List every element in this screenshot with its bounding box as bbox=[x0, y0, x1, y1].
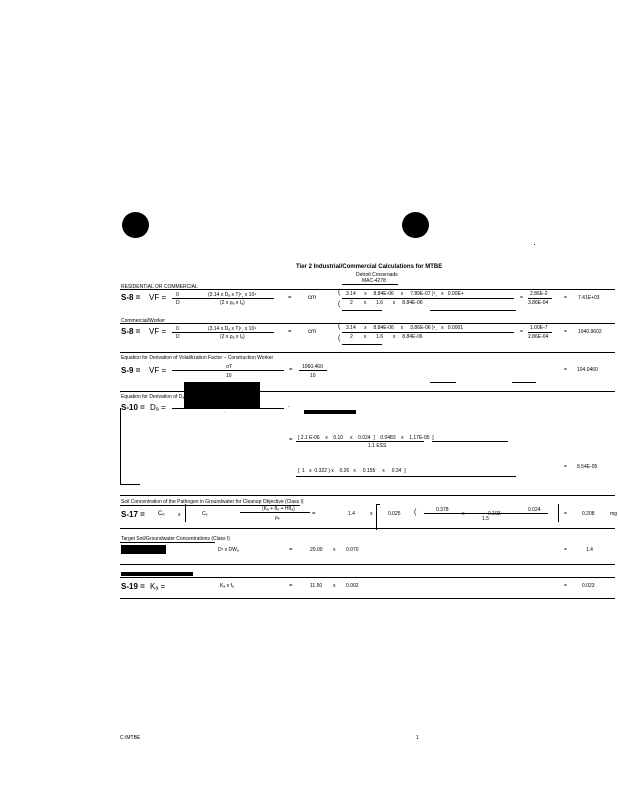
equals-sign: = bbox=[289, 437, 293, 443]
fraction-bar bbox=[172, 370, 284, 371]
result-value: 0.023 bbox=[582, 583, 595, 589]
equals-sign: = bbox=[289, 367, 293, 373]
value-row-1 bbox=[346, 291, 464, 297]
v: x bbox=[353, 468, 356, 474]
vf-label: VF = bbox=[149, 366, 167, 375]
v: x bbox=[392, 334, 396, 340]
underline bbox=[430, 382, 456, 383]
v: x bbox=[350, 435, 353, 441]
equation-label-s19: S-19 = bbox=[121, 582, 145, 591]
equals-sign: = bbox=[289, 583, 293, 589]
equation-label-s10: S-10 = bbox=[121, 403, 145, 412]
v: 0.34 bbox=[391, 468, 402, 474]
site-id: MAC-4278 bbox=[362, 278, 386, 284]
paren-left: ( bbox=[338, 323, 341, 330]
fraction-bar bbox=[342, 298, 514, 299]
section-rule bbox=[120, 495, 615, 496]
fraction-numerator: (Kₐ + θₑ + Hθₐ) bbox=[262, 506, 295, 512]
underline bbox=[120, 528, 615, 529]
v: 8.84E-06 bbox=[402, 300, 423, 306]
eq: = bbox=[520, 329, 523, 335]
section-heading-commercial: Commercial/Worker bbox=[121, 318, 166, 324]
da-label: Dₐ = bbox=[150, 403, 166, 412]
paren-left: ( bbox=[338, 301, 341, 308]
v: 0.024 bbox=[358, 435, 371, 441]
result-fraction-den: 10 bbox=[310, 373, 316, 379]
fraction-numerator: 0 bbox=[176, 292, 179, 298]
paren-left: ( bbox=[338, 335, 341, 342]
fraction-bar bbox=[172, 408, 284, 409]
value: 20.00 bbox=[310, 547, 323, 553]
section-rule bbox=[120, 577, 615, 578]
value: 0.070 bbox=[346, 547, 359, 553]
value-row-1 bbox=[346, 325, 463, 331]
fraction-bar bbox=[296, 441, 424, 442]
section-heading-s17: Soil Concentration of the Pathogen in Groundwater for Cleanup Objective (Class I) bbox=[121, 499, 304, 505]
v: x bbox=[401, 435, 404, 441]
v: x bbox=[400, 291, 404, 297]
equals-sign: = bbox=[312, 511, 316, 517]
redaction-bar bbox=[121, 572, 193, 576]
inner-value: 0.103 bbox=[488, 511, 501, 517]
value: 0.002 bbox=[346, 583, 359, 589]
redaction-mark-right bbox=[402, 212, 429, 238]
result-value: 1.4 bbox=[586, 547, 593, 553]
v: 0.0483 bbox=[380, 435, 396, 441]
v: 0.155 bbox=[362, 468, 376, 474]
formula: D¹ x DWₐ bbox=[218, 547, 239, 553]
bracket-right bbox=[558, 504, 559, 522]
section-rule bbox=[120, 352, 615, 353]
v: x bbox=[382, 468, 385, 474]
eq: = bbox=[520, 295, 523, 301]
paren-left: ( bbox=[338, 289, 341, 296]
site-name: Detroit Crossroads bbox=[356, 272, 398, 278]
inner-value: 0.024 bbox=[528, 507, 541, 513]
result-value: 104.0460 bbox=[577, 367, 598, 373]
v: 2 bbox=[350, 334, 353, 340]
section-heading-s10: Equation for Derivation of Dₐ bbox=[121, 394, 185, 400]
redaction-bar bbox=[304, 410, 356, 414]
fraction-denominator: D bbox=[176, 334, 180, 340]
equation-label-s17: S-17 = bbox=[121, 510, 145, 519]
section-heading-residential: RESIDENTIAL OR COMMERCIAL bbox=[121, 284, 198, 290]
fraction-denominator: ρₑ bbox=[275, 515, 280, 521]
underline bbox=[430, 310, 516, 311]
unit-label: cm bbox=[308, 295, 316, 301]
section-rule bbox=[120, 323, 615, 324]
page-title: Tier 2 Industrial/Commercial Calculations for MTBE bbox=[296, 264, 443, 270]
bracket-left bbox=[185, 504, 186, 522]
section-rule bbox=[120, 289, 615, 290]
speck bbox=[534, 244, 535, 245]
v: 0.00E+ bbox=[447, 291, 464, 297]
v: 0.322 bbox=[314, 468, 327, 474]
fraction-bar bbox=[299, 370, 327, 371]
fraction-bar bbox=[432, 441, 508, 442]
v: 0.0001 bbox=[447, 325, 464, 331]
fraction-bar bbox=[240, 512, 310, 513]
v: 2.1 E-06 bbox=[300, 435, 320, 441]
underline bbox=[120, 564, 615, 565]
vf-label: VF = bbox=[149, 327, 167, 336]
value: 1.4 bbox=[348, 511, 355, 517]
equation-label-s8-com: S-8 = bbox=[121, 327, 141, 336]
fraction-bar bbox=[528, 332, 552, 333]
result-fraction-den: 2.86E-04 bbox=[528, 334, 549, 340]
v: )¹¸ bbox=[431, 325, 437, 331]
fraction-numerator: 0 bbox=[176, 326, 179, 332]
x: x bbox=[333, 583, 336, 589]
formula-numerator: (3.14 x Dₐ x T)¹¸ x 10⁴ bbox=[208, 292, 257, 298]
underline bbox=[296, 476, 516, 477]
result-value: 0.208 bbox=[582, 511, 595, 517]
eq: = bbox=[564, 547, 567, 553]
result-fraction-num: 1.00E-7 bbox=[530, 325, 548, 331]
formula-denominator: (2 x ρₐ x Iₐ) bbox=[220, 300, 245, 306]
v: x bbox=[309, 468, 312, 474]
v: 3.86E-06 bbox=[410, 325, 431, 331]
v: 0.10 bbox=[333, 435, 344, 441]
v: x bbox=[363, 334, 367, 340]
fraction-numerator: σT bbox=[226, 364, 233, 370]
unit: mg bbox=[610, 511, 617, 517]
v: x bbox=[441, 291, 444, 297]
v: 1.17E-05 bbox=[409, 435, 430, 441]
page-number: 1 bbox=[416, 735, 419, 741]
underline bbox=[342, 344, 382, 345]
bracket-top bbox=[376, 504, 380, 505]
eq: = bbox=[564, 511, 567, 517]
value-row-2 bbox=[350, 334, 423, 340]
v: )¹¸ bbox=[431, 291, 437, 297]
v: 3.14 bbox=[346, 325, 356, 331]
bracket-left bbox=[120, 408, 121, 484]
denominator: 1.1 ESS bbox=[368, 443, 387, 449]
x: x bbox=[462, 511, 465, 517]
formula-numerator: (3.14 x Dₐ x T)¹¸ x 10⁴ bbox=[208, 326, 257, 332]
fraction-bar bbox=[342, 332, 514, 333]
value: 0.025 bbox=[388, 511, 401, 517]
x: x bbox=[178, 512, 181, 518]
v: x bbox=[400, 325, 404, 331]
section-heading-s9: Equation for Derivation of Volatilization Factor – Construction Worker bbox=[121, 355, 274, 361]
result-value: 7.41E+03 bbox=[578, 295, 600, 301]
result-fraction-den: 3.86E-04 bbox=[528, 300, 549, 306]
v: 1.6 bbox=[376, 300, 384, 306]
equation-label-s8-res: S-8 = bbox=[121, 293, 141, 302]
v: 3.14 bbox=[346, 291, 356, 297]
fraction-denominator: 10 bbox=[226, 373, 232, 379]
v: x bbox=[364, 325, 367, 331]
redaction-mark-left bbox=[122, 212, 149, 238]
equals-sign: = bbox=[288, 329, 292, 335]
kd-label: Kₐ = bbox=[150, 582, 166, 591]
v: 8.84E-06 bbox=[402, 334, 423, 340]
header-rule bbox=[342, 284, 398, 285]
v: 8.84E-06 bbox=[373, 325, 394, 331]
bracket-bottom bbox=[120, 484, 140, 485]
result-value: 1040.9602 bbox=[578, 329, 602, 335]
v: 7.89E-07 bbox=[410, 291, 431, 297]
value: 11.50 bbox=[310, 583, 323, 589]
eq: = bbox=[564, 329, 567, 335]
formula: Kₐ x fₐ bbox=[220, 583, 234, 589]
v: x bbox=[364, 291, 367, 297]
c-label: Cₑ bbox=[158, 511, 165, 517]
underline bbox=[512, 382, 536, 383]
result-fraction-num: 2.86E-2 bbox=[530, 291, 548, 297]
footer-path: C:\MTBE bbox=[120, 735, 141, 741]
eq: = bbox=[564, 464, 567, 470]
v: x bbox=[363, 300, 367, 306]
equation-label-s9: S-9 = bbox=[121, 366, 141, 375]
underline bbox=[120, 598, 615, 599]
v: 2 bbox=[350, 300, 353, 306]
fraction-bar bbox=[424, 513, 548, 514]
equals-sign: = bbox=[288, 295, 292, 301]
formula-denominator: (2 x ρₐ x Iₐ) bbox=[220, 334, 245, 340]
section-heading-target: Target Soil/Groundwater Concentrations (Class I) bbox=[121, 536, 230, 542]
fraction-denominator: D bbox=[176, 300, 180, 306]
v: x bbox=[392, 300, 396, 306]
eq: = bbox=[564, 295, 567, 301]
value-row-2: [ 1 x 0.322 ) x 0.26 x 0.155 x 0.34 ] bbox=[298, 468, 406, 474]
c2-label: Cₑ bbox=[202, 511, 208, 517]
result-value: 8.54E-05 bbox=[577, 464, 598, 470]
x: x bbox=[370, 511, 373, 517]
v: 8.84E-06 bbox=[373, 291, 394, 297]
eq: = bbox=[564, 583, 567, 589]
v: x bbox=[325, 435, 328, 441]
fraction-bar bbox=[172, 332, 274, 333]
v: 1.6 bbox=[376, 334, 384, 340]
value-row-1: [ 2.1 E-06 x 0.10 x 0.024 ] 0.0483 x 1.17E-05 ] bbox=[298, 435, 434, 441]
unit-label: cm bbox=[308, 329, 316, 335]
redaction-box bbox=[184, 382, 260, 409]
fraction-bar bbox=[172, 298, 274, 299]
v: 1 bbox=[302, 468, 305, 474]
paren: ( bbox=[414, 509, 417, 516]
v: x bbox=[331, 468, 334, 474]
inner-den: 1.5 bbox=[482, 516, 489, 522]
result-fraction-num: 1060.460 bbox=[302, 364, 323, 370]
mark: · bbox=[224, 410, 226, 416]
value-row-2 bbox=[350, 300, 423, 306]
vf-label: VF = bbox=[149, 293, 167, 302]
inner-value: 0.378 bbox=[436, 507, 449, 513]
v: ) bbox=[328, 468, 330, 474]
redaction-box bbox=[121, 545, 166, 554]
underline bbox=[342, 310, 382, 311]
section-rule bbox=[120, 542, 215, 543]
equals-sign: = bbox=[289, 547, 293, 553]
mark: - bbox=[288, 404, 290, 410]
fraction-bar bbox=[528, 298, 552, 299]
v: x bbox=[441, 325, 444, 331]
x: x bbox=[333, 547, 336, 553]
v: 0.26 bbox=[339, 468, 350, 474]
bracket-left bbox=[376, 504, 377, 530]
eq: = bbox=[564, 367, 567, 373]
